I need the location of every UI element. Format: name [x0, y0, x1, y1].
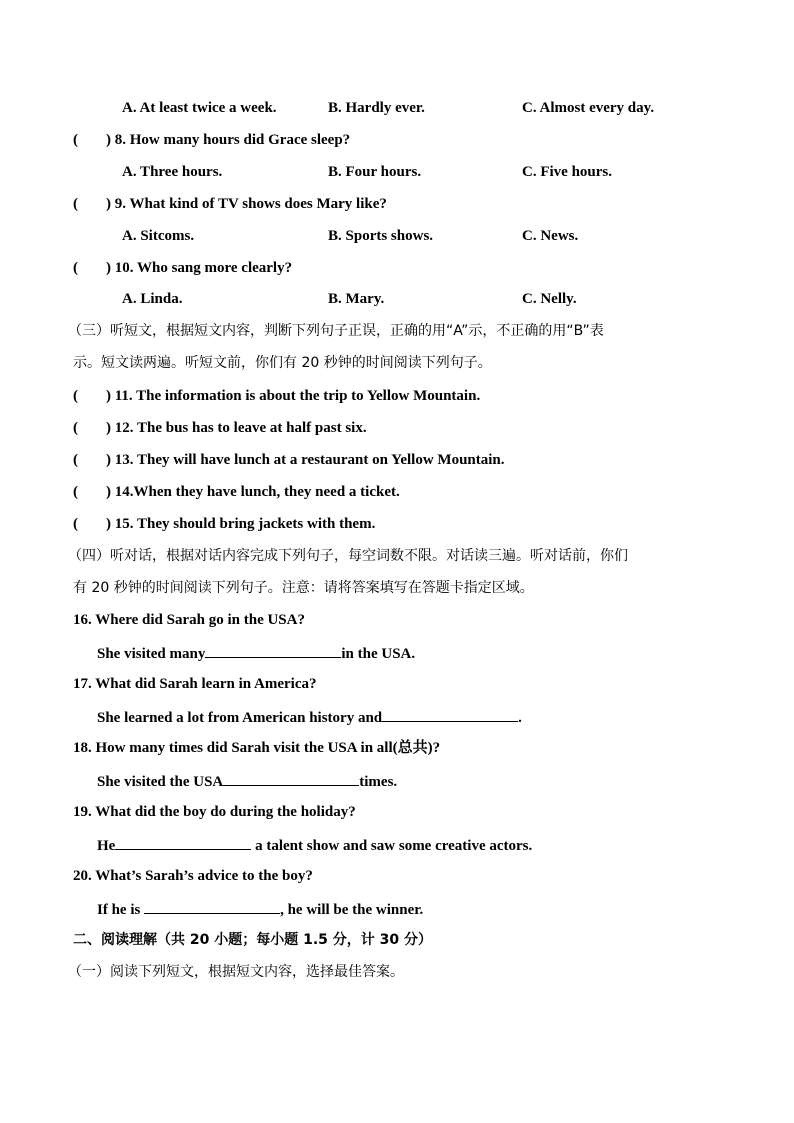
q17-blank[interactable]	[382, 707, 518, 722]
q9-option-c: C. News.	[522, 228, 579, 244]
answer-paren[interactable]: ( )	[73, 516, 111, 532]
q9-option-a: A. Sitcoms.	[122, 228, 195, 244]
q17-question: 17. What did Sarah learn in America?	[73, 676, 317, 692]
q8-option-a: A. Three hours.	[122, 164, 223, 180]
answer-paren[interactable]: ( )	[73, 388, 111, 404]
q7-option-a: A. At least twice a week.	[122, 100, 277, 116]
tf-item: ( ) 12. The bus has to leave at half past six.	[73, 420, 367, 436]
q16-blank[interactable]	[205, 643, 341, 658]
q16-answer-line: She visited many in the USA.	[97, 643, 415, 663]
q7-option-b: B. Hardly ever.	[328, 100, 425, 116]
section3-instruction-line2: 示。短文读两遍。听短文前，你们有 20 秒钟的时间阅读下列句子。	[73, 355, 492, 371]
part2-subheading: （一）阅读下列短文，根据短文内容，选择最佳答案。	[68, 964, 404, 980]
answer-paren[interactable]: ( )	[73, 452, 111, 468]
q10-question	[73, 259, 292, 277]
q9-text: 9. What kind of TV shows does Mary like?	[114, 196, 387, 212]
section4-instruction-line2: 有 20 秒钟的时间阅读下列句子。注意：请将答案填写在答题卡指定区域。	[73, 580, 534, 596]
q7-option-c: C. Almost every day.	[522, 100, 655, 116]
answer-paren[interactable]: ( )	[73, 420, 111, 436]
q9-question	[73, 195, 387, 213]
tf-item: ( ) 13. They will have lunch at a restaurant on Yellow Mountain.	[73, 452, 505, 468]
q9-option-b: B. Sports shows.	[328, 228, 434, 244]
q20-blank[interactable]	[144, 899, 280, 914]
q16-question: 16. Where did Sarah go in the USA?	[73, 612, 305, 628]
tf-item: ( ) 14.When they have lunch, they need a ticket.	[73, 484, 400, 500]
q19-answer-line: He a talent show and saw some creative actors.	[97, 835, 532, 855]
q17-answer-line: She learned a lot from American history and .	[97, 707, 522, 727]
q20-answer-line: If he is , he will be the winner.	[97, 899, 423, 919]
q18-question: 18. How many times did Sarah visit the USA in all(总共)?	[73, 740, 441, 756]
q19-blank[interactable]	[115, 835, 251, 850]
section4-instruction-line1: （四）听对话，根据对话内容完成下列句子，每空词数不限。对话读三遍。听对话前，你们	[68, 548, 628, 564]
q18-blank[interactable]	[223, 771, 359, 786]
q8-option-b: B. Four hours.	[328, 164, 422, 180]
tf-item: ( ) 15. They should bring jackets with them.	[73, 516, 376, 532]
q10-option-c: C. Nelly.	[522, 291, 577, 307]
tf-item: ( ) 11. The information is about the trip to Yellow Mountain.	[73, 388, 481, 404]
q8-question	[73, 131, 350, 149]
q18-answer-line: She visited the USA times.	[97, 771, 397, 791]
answer-paren[interactable]: ( )	[73, 260, 111, 276]
part2-heading: 二、阅读理解（共 20 小题；每小题 1.5 分，计 30 分）	[73, 932, 433, 948]
q10-option-a: A. Linda.	[122, 291, 183, 307]
answer-paren[interactable]: ( )	[73, 484, 111, 500]
q10-text: 10. Who sang more clearly?	[114, 260, 293, 276]
answer-paren[interactable]: ( )	[73, 196, 111, 212]
q8-text: 8. How many hours did Grace sleep?	[114, 132, 351, 148]
q8-option-c: C. Five hours.	[522, 164, 612, 180]
q10-option-b: B. Mary.	[328, 291, 385, 307]
section3-instruction-line1: （三）听短文，根据短文内容，判断下列句子正误，正确的用“A”示，不正确的用“B”表	[68, 323, 604, 339]
q20-question: 20. What’s Sarah’s advice to the boy?	[73, 868, 313, 884]
q19-question: 19. What did the boy do during the holiday?	[73, 804, 356, 820]
answer-paren[interactable]: ( )	[73, 132, 111, 148]
